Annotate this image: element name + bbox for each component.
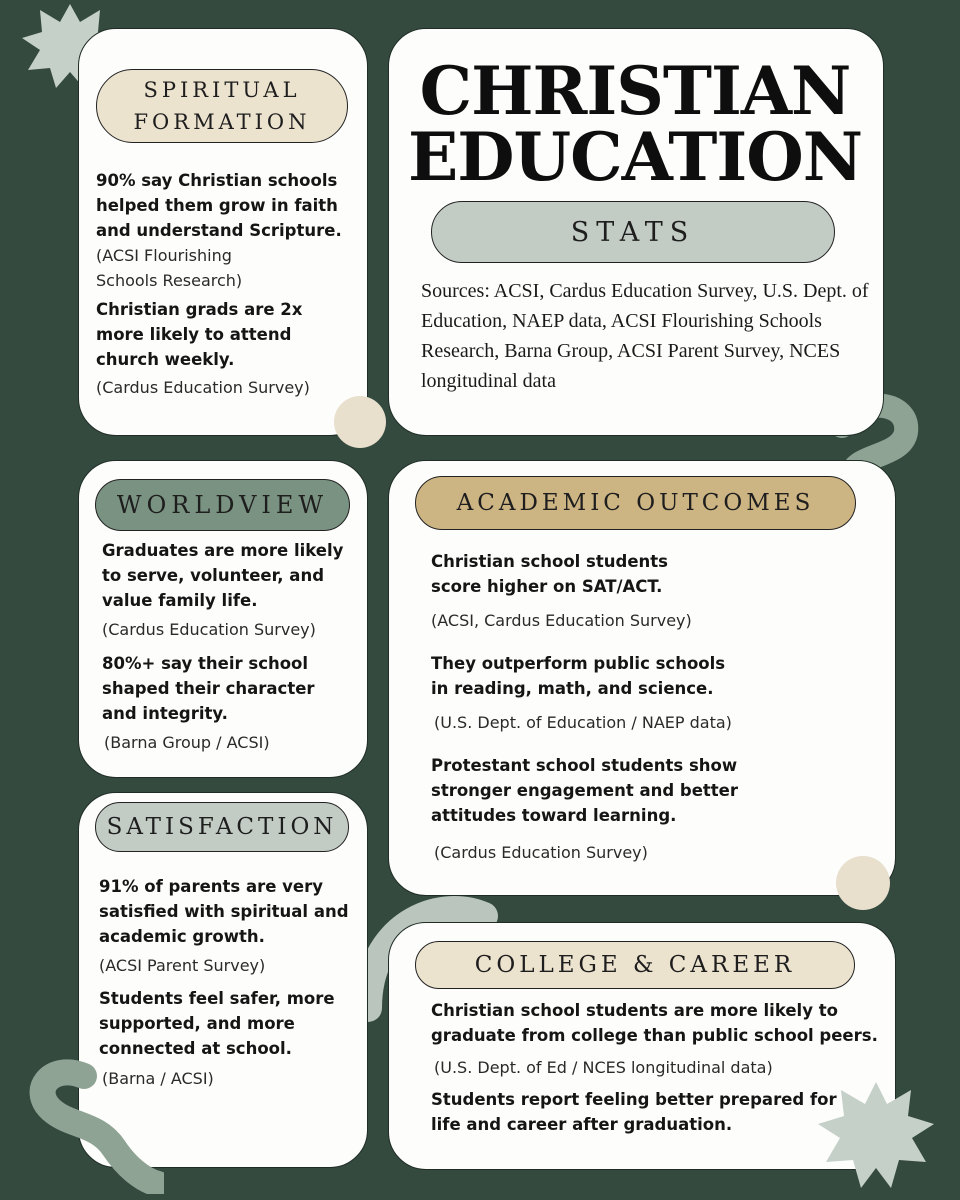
worldview-stat-2: 80%+ say their school shaped their character and integrity. — [102, 654, 315, 723]
worldview-source-2: (Barna Group / ACSI) — [104, 733, 270, 752]
academic-source-3: (Cardus Education Survey) — [434, 843, 648, 862]
academic-source-1: (ACSI, Cardus Education Survey) — [431, 611, 692, 630]
academic-outcomes-heading: ACADEMIC OUTCOMES — [415, 476, 856, 530]
squiggle-bottom-left — [14, 1054, 164, 1194]
academic-stat-1: Christian school students score higher on SAT/ACT. — [431, 552, 668, 596]
satisfaction-stat-1: 91% of parents are very satisfied with spiritual and academic growth. — [99, 877, 349, 946]
worldview-stat-1: Graduates are more likely to serve, volunteer, and value family life. — [102, 541, 344, 610]
satisfaction-heading: SATISFACTION — [95, 802, 349, 852]
satisfaction-source-1: (ACSI Parent Survey) — [99, 956, 266, 975]
academic-stat-3: Protestant school students show stronger engagement and better attitudes toward learning. — [431, 756, 738, 825]
cream-circle-top — [334, 396, 386, 448]
satisfaction-source-2: (Barna / ACSI) — [102, 1069, 214, 1088]
cream-circle-bottom — [836, 856, 890, 910]
sources-text: Sources: ACSI, Cardus Education Survey, U.S. Dept. of Education, NAEP data, ACSI Flourishing Schools Research, Barna Group, ACSI Parent Survey, NCES longitudinal data — [421, 280, 869, 392]
college-stat-2: Students report feeling better prepared for life and career after graduation. — [431, 1090, 837, 1134]
academic-source-2: (U.S. Dept. of Education / NAEP data) — [434, 713, 732, 732]
worldview-heading: WORLDVIEW — [95, 479, 350, 531]
college-career-heading: COLLEGE & CAREER — [415, 941, 855, 989]
main-title: CHRISTIAN EDUCATION — [407, 52, 863, 196]
starburst-bottom-right — [816, 1080, 936, 1192]
spiritual-formation-source-2: (Cardus Education Survey) — [96, 378, 310, 397]
spiritual-formation-stat-2: Christian grads are 2x more likely to attend church weekly. — [96, 300, 303, 369]
spiritual-formation-source-1: (ACSI Flourishing Schools Research) — [96, 246, 243, 290]
college-stat-1: Christian school students are more likely to graduate from college than public school peers. — [431, 1001, 878, 1045]
spiritual-formation-heading: SPIRITUAL FORMATION — [96, 69, 348, 143]
academic-stat-2: They outperform public schools in reading, math, and science. — [431, 654, 726, 698]
worldview-source-1: (Cardus Education Survey) — [102, 620, 316, 639]
college-source-1: (U.S. Dept. of Ed / NCES longitudinal data) — [434, 1058, 773, 1077]
spiritual-formation-stat-1: 90% say Christian schools helped them grow in faith and understand Scripture. — [96, 171, 342, 240]
stats-badge: STATS — [431, 201, 835, 263]
satisfaction-stat-2: Students feel safer, more supported, and more connected at school. — [99, 989, 335, 1058]
